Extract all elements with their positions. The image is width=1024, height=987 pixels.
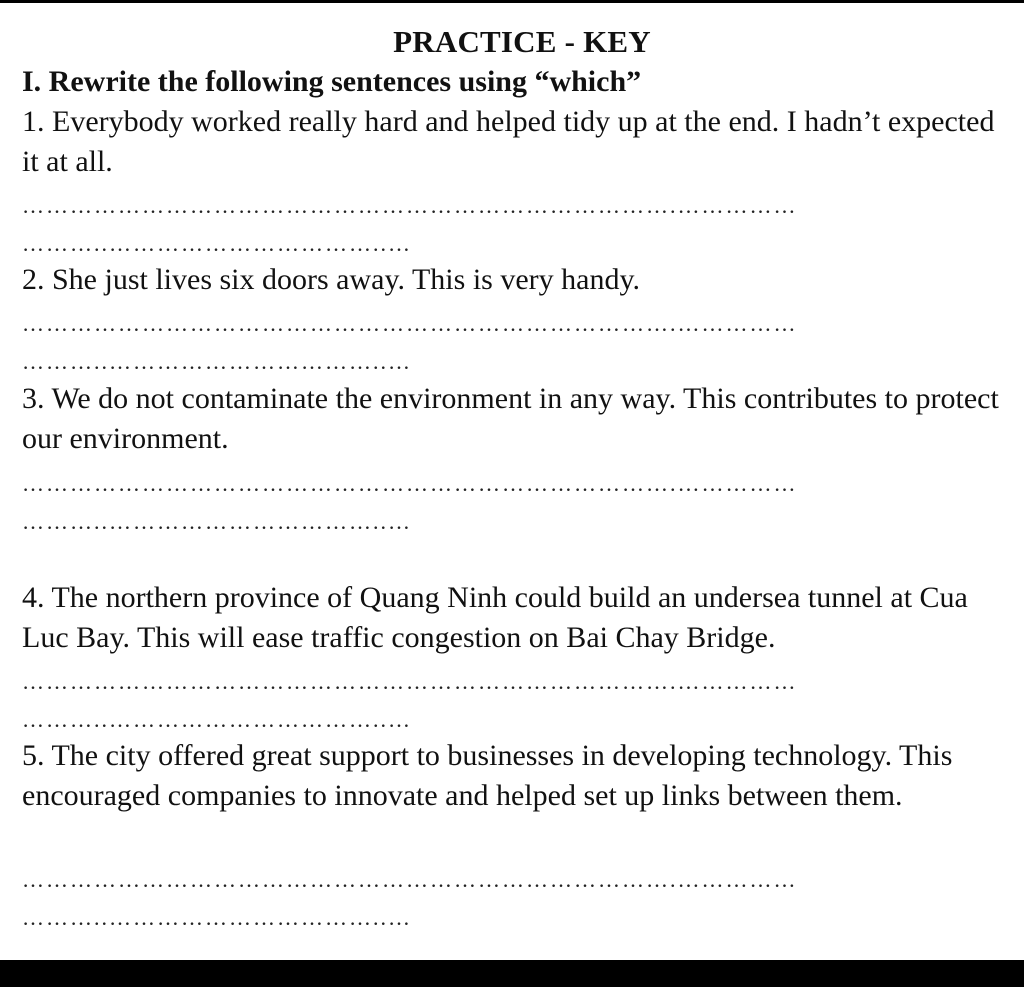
question-1: 1. Everybody worked really hard and helped tidy up at the end. I hadn’t expected it at all. bbox=[22, 105, 995, 178]
answer-line-5a: ……………………………………………………………………….…………… bbox=[22, 868, 798, 892]
answer-line-1a: ……………………………………………………………………….…………… bbox=[22, 194, 798, 218]
answer-line-4b: ………..……………………………..… bbox=[22, 708, 412, 732]
answer-line-2a: ……………………………………………………………………….…………… bbox=[22, 312, 798, 336]
question-4: 4. The northern province of Quang Ninh could build an undersea tunnel at Cua Luc Bay. This will ease traffic congestion on Bai Chay Bridge. bbox=[22, 581, 968, 654]
answer-line-5b: ………..……………………………..… bbox=[22, 906, 412, 930]
answer-line-1b: ………..……………………………..… bbox=[22, 232, 412, 256]
question-3: 3. We do not contaminate the environment in any way. This contributes to protect our environment. bbox=[22, 382, 999, 455]
question-5: 5. The city offered great support to businesses in developing technology. This encouraged companies to innovate and helped set up links between them. bbox=[22, 739, 953, 812]
answer-line-2b: ………..……………………………..… bbox=[22, 350, 412, 374]
top-border bbox=[0, 0, 1024, 3]
page-title: PRACTICE - KEY bbox=[393, 24, 651, 59]
question-2: 2. She just lives six doors away. This is very handy. bbox=[22, 263, 641, 296]
answer-line-3b: ………..……………………………..… bbox=[22, 510, 412, 534]
instruction-heading: I. Rewrite the following sentences using “which” bbox=[22, 65, 642, 98]
answer-line-3a: ……………………………………………………………………….…………… bbox=[22, 472, 798, 496]
bottom-border bbox=[0, 960, 1024, 987]
answer-line-4a: ……………………………………………………………………….…………… bbox=[22, 670, 798, 694]
